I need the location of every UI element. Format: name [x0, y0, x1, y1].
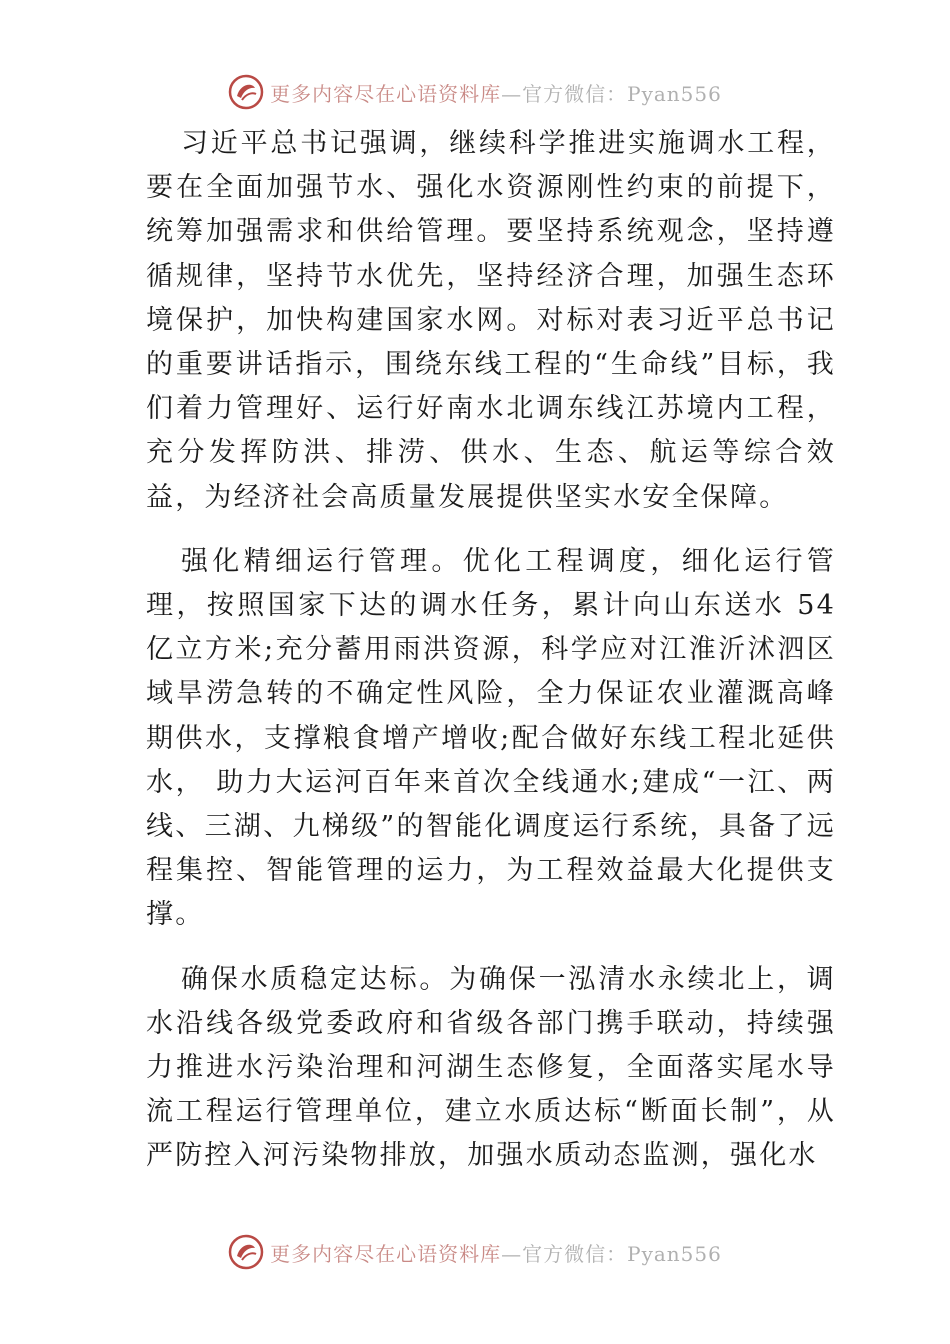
brand-logo-icon — [228, 1234, 264, 1270]
watermark-text — [270, 1238, 722, 1267]
watermark-brand: 更多内容尽在心语资料库 — [270, 81, 502, 106]
paragraph: 习近平总书记强调，继续科学推进实施调水工程，要在全面加强节水、强化水资源刚性约束的前提下，统筹加强需求和供给管理。要坚持系统观念，坚持遵循规律，坚持节水优先，坚持经济合理，加强生态环境保护，加快构建国家水网。对标对表习近平总书记的重要讲话指示，围绕东线工程的“生命线”目标，我们着力管理好、运行好南水北调东线江苏境内工程，充分发挥防洪、排涝、供水、生态、航运等综合效益，为经济社会高质量发展提供坚实水安全保障。 — [146, 128, 836, 513]
watermark-contact: 官方微信：Pyan556 — [522, 1241, 722, 1266]
brand-logo-icon — [228, 74, 264, 110]
header-watermark — [0, 70, 950, 114]
watermark-brand: 更多内容尽在心语资料库 — [270, 1241, 502, 1266]
paragraph: 强化精细运行管理。优化工程调度，细化运行管理，按照国家下达的调水任务，累计向山东送水 54 亿立方米;充分蓄用雨洪资源，科学应对江淮沂沭泗区域旱涝急转的不确定性风险，全力保证农业灌溉高峰期供水，支撑粮食增产增收;配合做好东线工程北延供水， 助力大运河百年来首次全线通水;建成“一江、两线、三湖、九梯级”的智能化调度运行系统，具备了远程集控、智能管理的运力，为工程效益最大化提供支撑。 — [146, 545, 836, 931]
watermark-text — [270, 78, 722, 107]
document-body — [146, 122, 836, 1179]
footer-watermark — [0, 1230, 950, 1274]
watermark-separator: — — [501, 1241, 523, 1266]
watermark-contact: 官方微信：Pyan556 — [522, 81, 722, 106]
watermark-separator: — — [501, 81, 523, 106]
paragraph: 确保水质稳定达标。为确保一泓清水永续北上，调水沿线各级党委政府和省级各部门携手联动，持续强力推进水污染治理和河湖生态修复，全面落实尾水导流工程运行管理单位，建立水质达标“断面长制”，从严防控入河污染物排放，加强水质动态监测，强化水 — [146, 963, 836, 1172]
